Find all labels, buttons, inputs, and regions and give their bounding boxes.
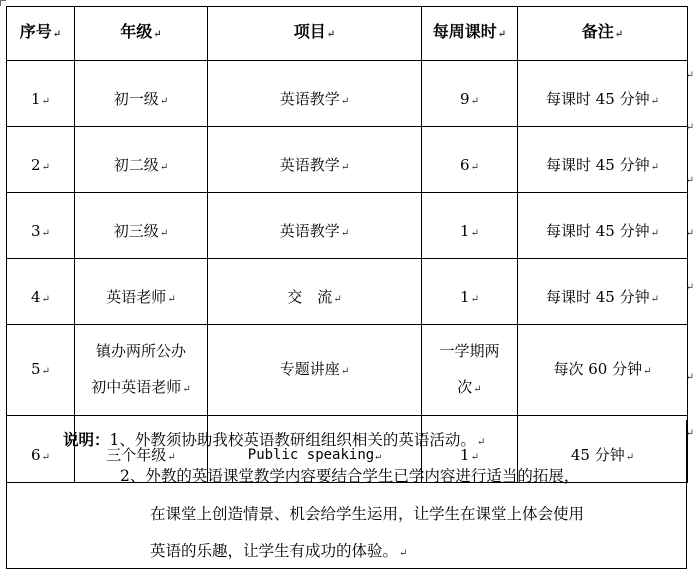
cell-remarks: 每课时 45 分钟↵: [518, 193, 688, 259]
row-end-mark: ↵: [685, 428, 694, 439]
header-remarks: 备注↵: [518, 7, 688, 61]
header-number: 序号↵: [7, 7, 75, 61]
cell-remarks: 每课时 45 分钟↵: [518, 61, 688, 127]
cell-grade: 初三级↵: [75, 193, 208, 259]
note-item-2-line-1: 2、外教的英语课堂教学内容要结合学生已学内容进行适当的拓展，: [120, 467, 580, 485]
header-item: 项目↵: [208, 7, 422, 61]
cell-hours: 1↵: [422, 193, 518, 259]
cell-item: 专题讲座↵: [208, 325, 422, 416]
cell-grade: 英语老师↵: [75, 259, 208, 325]
cell-hours: 一学期两 次↵: [422, 325, 518, 416]
table-row: [7, 259, 688, 325]
cell-remarks: 每次 60 分钟↵: [518, 325, 688, 416]
cell-item: 英语教学↵: [208, 127, 422, 193]
cell-hours: 9↵: [422, 61, 518, 127]
header-grade: 年级↵: [75, 7, 208, 61]
row-end-mark: ↵: [685, 70, 694, 81]
table-row: [7, 325, 688, 416]
cell-remarks: 每课时 45 分钟↵: [518, 127, 688, 193]
note-item-1: 说明：1、外教须协助我校英语教研组组织相关的英语活动。↵: [63, 430, 486, 449]
table-row: [7, 193, 688, 259]
note-item-2-line-2: 在课堂上创造情景、机会给学生运用，让学生在课堂上体会使用: [150, 505, 585, 523]
table-header-row: [7, 7, 688, 61]
cell-item: 英语教学↵: [208, 61, 422, 127]
row-end-mark: ↵: [685, 228, 694, 239]
header-weekly-hours: 每周课时↵: [422, 7, 518, 61]
schedule-table: [6, 6, 688, 483]
cell-grade: 三个年级↵: [75, 416, 208, 483]
cell-item: 交 流↵: [208, 259, 422, 325]
cell-number: 3↵: [7, 193, 75, 259]
cell-hours: 6↵: [422, 127, 518, 193]
cell-grade: 初二级↵: [75, 127, 208, 193]
cell-item: 英语教学↵: [208, 193, 422, 259]
table-row: [7, 127, 688, 193]
row-end-mark: ↵: [685, 372, 694, 383]
cell-hours: 1↵: [422, 416, 518, 483]
cell-number: 5↵: [7, 325, 75, 416]
cell-hours: 1↵: [422, 259, 518, 325]
cell-number: 2↵: [7, 127, 75, 193]
table-row: [7, 61, 688, 127]
row-end-mark: ↵: [685, 122, 694, 133]
cell-number: 4↵: [7, 259, 75, 325]
cell-remarks: 45 分钟↵: [518, 416, 688, 483]
cell-number: 6↵: [7, 416, 75, 483]
row-end-mark: ↵: [685, 282, 694, 293]
cell-grade: 镇办两所公办 初中英语老师↵: [75, 325, 208, 416]
cell-remarks: 每课时 45 分钟↵: [518, 259, 688, 325]
cell-grade: 初一级↵: [75, 61, 208, 127]
cell-number: 1↵: [7, 61, 75, 127]
cell-item: Public speaking↵: [208, 416, 422, 483]
notes-section: [6, 420, 687, 569]
notes-label: 说明：: [63, 430, 110, 449]
row-end-mark: ↵: [685, 175, 694, 186]
note-item-2-line-3: 英语的乐趣，让学生有成功的体验。↵: [150, 542, 408, 560]
